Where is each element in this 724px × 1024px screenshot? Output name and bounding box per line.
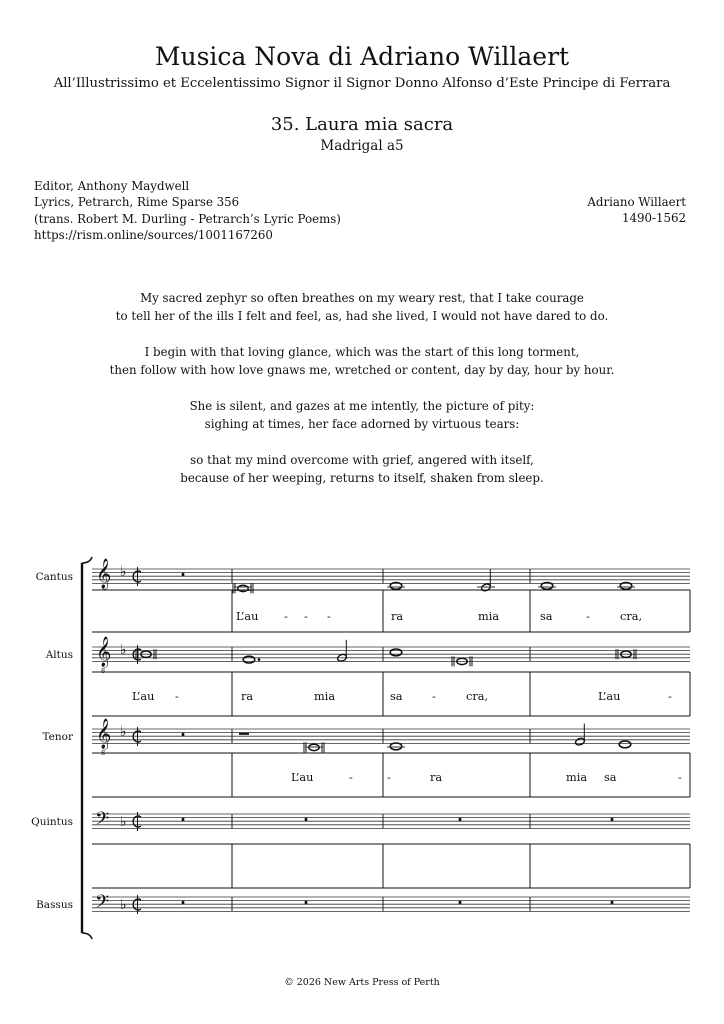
- lyric-syllable: -: [349, 771, 353, 784]
- translation-line: I begin with that loving glance, which was the start of this long torment,: [144, 345, 580, 359]
- translation-credit: (trans. Robert M. Durling - Petrarch’s Lyric Poems): [34, 211, 341, 226]
- voice-label: Altus: [45, 649, 73, 662]
- lyric-syllable: -: [327, 610, 331, 623]
- lyric-syllable: L’au: [291, 771, 314, 784]
- translation-line: then follow with how love gnaws me, wretched or content, day by day, hour by hour.: [109, 362, 615, 377]
- breve-rest: [182, 733, 185, 737]
- translation-line: sighing at times, her face adorned by virtuous tears:: [204, 416, 520, 431]
- augmentation-dot: [258, 658, 261, 661]
- translation-line: My sacred zephyr so often breathes on my weary rest, that I take courage: [140, 291, 584, 305]
- lyric-syllable: sa: [540, 610, 553, 623]
- lyrics-credit: Lyrics, Petrarch, Rime Sparse 356: [34, 195, 240, 210]
- breve-rest: [305, 818, 308, 822]
- voice-label: Tenor: [42, 731, 73, 744]
- lyric-syllable: sa: [604, 771, 617, 784]
- lyric-syllable: mia: [566, 771, 588, 784]
- breve-rest: [611, 818, 614, 822]
- whole-note: [390, 649, 402, 656]
- whole-note: [390, 743, 402, 750]
- lyric-syllable: ra: [241, 690, 254, 703]
- lyric-syllable: cra,: [466, 690, 489, 703]
- lyric-syllable: -: [175, 690, 179, 703]
- breve-rest: [611, 901, 614, 905]
- octave-mark-icon: 8: [101, 749, 106, 757]
- translation-line: so that my mind overcome with grief, angered with itself,: [190, 453, 534, 467]
- breve-rest: [459, 901, 462, 905]
- lyric-syllable: mia: [478, 610, 500, 623]
- composer-name: Adriano Willaert: [587, 195, 686, 209]
- editor-credit: Editor, Anthony Maydwell: [34, 179, 190, 193]
- lyric-syllable: -: [668, 690, 672, 703]
- treble-clef-icon: 𝄞: [96, 637, 112, 667]
- lyric-syllable: -: [432, 690, 436, 703]
- bracket-bottom-hook: [82, 933, 92, 939]
- flat-icon: ♭: [120, 814, 127, 830]
- composer-dates: 1490-1562: [621, 211, 686, 226]
- lyric-syllable: L’au: [132, 690, 155, 703]
- lyric-syllable: cra,: [620, 610, 643, 623]
- translation-line: She is silent, and gazes at me intently, the picture of pity:: [189, 399, 535, 413]
- lyric-syllable: L’au: [236, 610, 259, 623]
- lyric-syllable: -: [284, 610, 288, 623]
- lyric-syllable: -: [304, 610, 308, 623]
- octave-mark-icon: 8: [101, 667, 106, 675]
- collection-title: Musica Nova di Adriano Willaert: [154, 42, 570, 71]
- lyric-syllable: sa: [390, 690, 403, 703]
- lyric-syllable: -: [387, 771, 391, 784]
- treble-clef-icon: 𝄞: [96, 559, 112, 589]
- bass-clef-icon: 𝄢: [95, 892, 110, 917]
- voice-label: Bassus: [36, 899, 73, 912]
- bracket-top-hook: [82, 557, 92, 563]
- lyric-syllable: ra: [430, 771, 443, 784]
- source-url: https://rism.online/sources/1001167260: [34, 227, 273, 242]
- flat-icon: ♭: [120, 724, 127, 740]
- copyright-footer: © 2026 New Arts Press of Perth: [284, 977, 440, 988]
- translation-line: to tell her of the ills I felt and feel, as, had she lived, I would not have dared to do.: [115, 308, 609, 323]
- breve-rest: [182, 901, 185, 905]
- lyric-syllable: mia: [314, 690, 336, 703]
- flat-icon: ♭: [120, 642, 127, 658]
- whole-note: [619, 741, 631, 748]
- bass-clef-icon: 𝄢: [95, 809, 110, 834]
- flat-icon: ♭: [120, 897, 127, 913]
- breve-rest: [305, 901, 308, 905]
- breve-rest: [459, 818, 462, 822]
- lyric-syllable: -: [586, 610, 590, 623]
- half-note: [575, 737, 586, 746]
- translation-line: because of her weeping, returns to itself, shaken from sleep.: [180, 470, 544, 485]
- voice-label: Cantus: [35, 571, 73, 584]
- piece-subtitle: Madrigal a5: [320, 138, 404, 154]
- whole-rest: [239, 733, 249, 735]
- breve-rest: [182, 818, 185, 822]
- lyric-syllable: -: [678, 771, 682, 784]
- piece-title: 35. Laura mia sacra: [270, 114, 454, 135]
- lyric-syllable: ra: [391, 610, 404, 623]
- breve-rest: [182, 573, 185, 577]
- treble-clef-icon: 𝄞: [96, 719, 112, 749]
- dedication-line: All’Illustrissimo et Eccelentissimo Signor il Signor Donno Alfonso d’Este Principe di Ferrara: [53, 76, 671, 91]
- flat-icon: ♭: [120, 564, 127, 580]
- lyric-syllable: L’au: [598, 690, 621, 703]
- voice-label: Quintus: [31, 816, 73, 829]
- whole-note: [243, 656, 255, 663]
